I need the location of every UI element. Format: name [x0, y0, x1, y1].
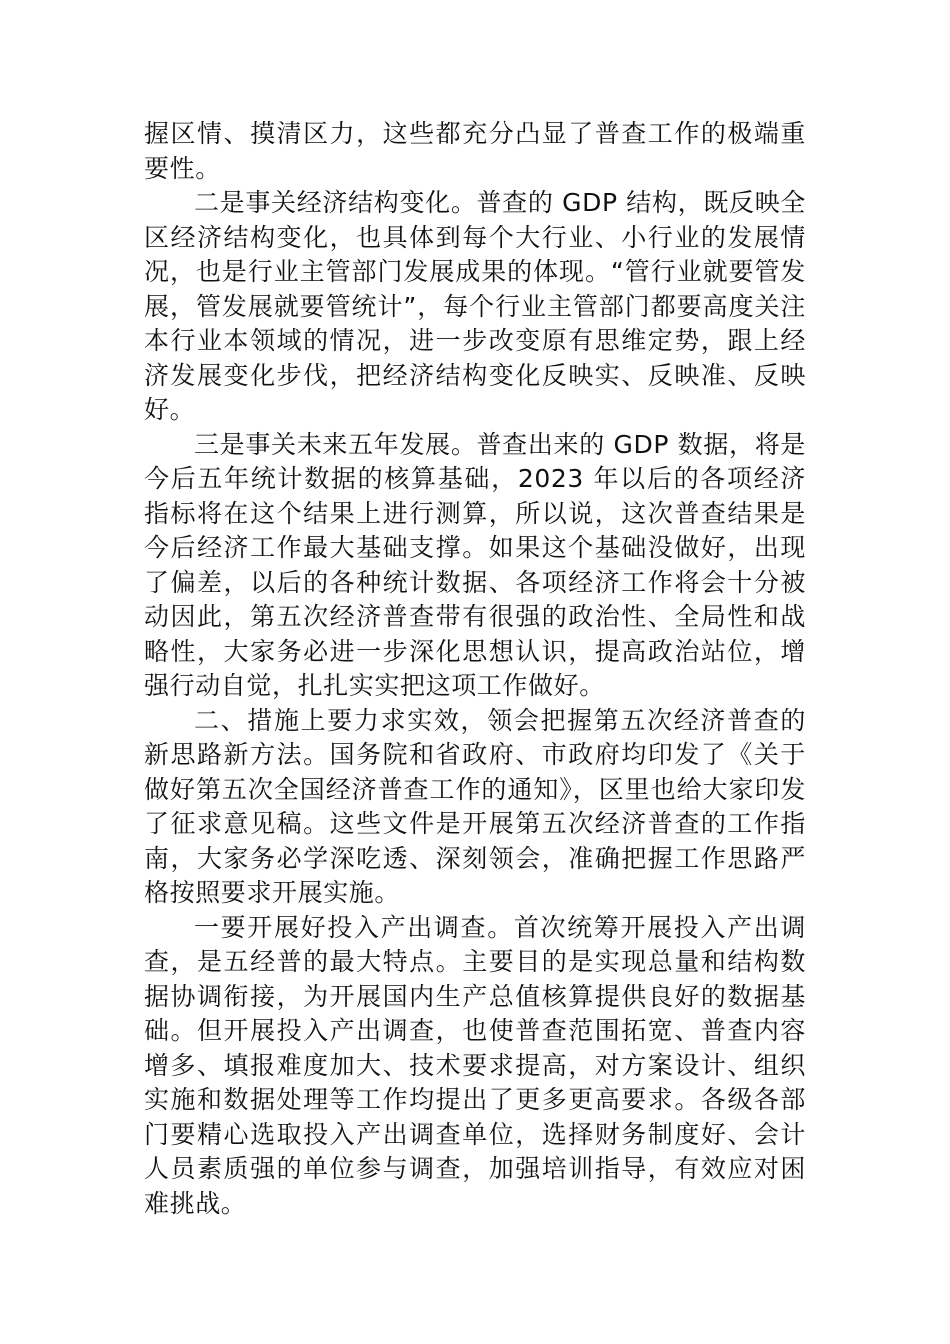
- paragraph-economic-structure: 二是事关经济结构变化。普查的 GDP 结构，既反映全区经济结构变化，也具体到每个大行业、小行业的发展情况，也是行业主管部门发展成果的体现。“管行业就要管发展，管发展就要管统计”，每个行业主管部门都要高度关注本行业本领域的情况，进一步改变原有思维定势，跟上经济发展变化步伐，把经济结构变化反映实、反映准、反映好。: [144, 188, 806, 424]
- document-body: [144, 117, 806, 1221]
- paragraph-input-output-survey: 一要开展好投入产出调查。首次统筹开展投入产出调查，是五经普的最大特点。主要目的是实现总量和结构数据协调衔接，为开展国内生产总值核算提供良好的数据基础。但开展投入产出调查，也使普查范围拓宽、普查内容增多、填报难度加大、技术要求提高，对方案设计、组织实施和数据处理等工作均提出了更多更高要求。各级各部门要精心选取投入产出调查单位，选择财务制度好、会计人员素质强的单位参与调查，加强培训指导，有效应对困难挑战。: [144, 912, 806, 1218]
- paragraph-measures: 二、措施上要力求实效，领会把握第五次经济普查的新思路新方法。国务院和省政府、市政府均印发了《关于做好第五次全国经济普查工作的通知》，区里也给大家印发了征求意见稿。这些文件是开展第五次经济普查的工作指南，大家务必学深吃透、深刻领会，准确把握工作思路严格按照要求开展实施。: [144, 705, 806, 907]
- paragraph-future-development: 三是事关未来五年发展。普查出来的 GDP 数据，将是今后五年统计数据的核算基础，2023 年以后的各项经济指标将在这个结果上进行测算，所以说，这次普查结果是今后经济工作最大基础支撑。如果这个基础没做好，出现了偏差，以后的各种统计数据、各项经济工作将会十分被动因此，第五次经济普查带有很强的政治性、全局性和战略性，大家务必进一步深化思想认识，提高政治站位，增强行动自觉，扎扎实实把这项工作做好。: [144, 429, 806, 700]
- paragraph-continuation: 握区情、摸清区力，这些都充分凸显了普查工作的极端重要性。: [144, 119, 806, 183]
